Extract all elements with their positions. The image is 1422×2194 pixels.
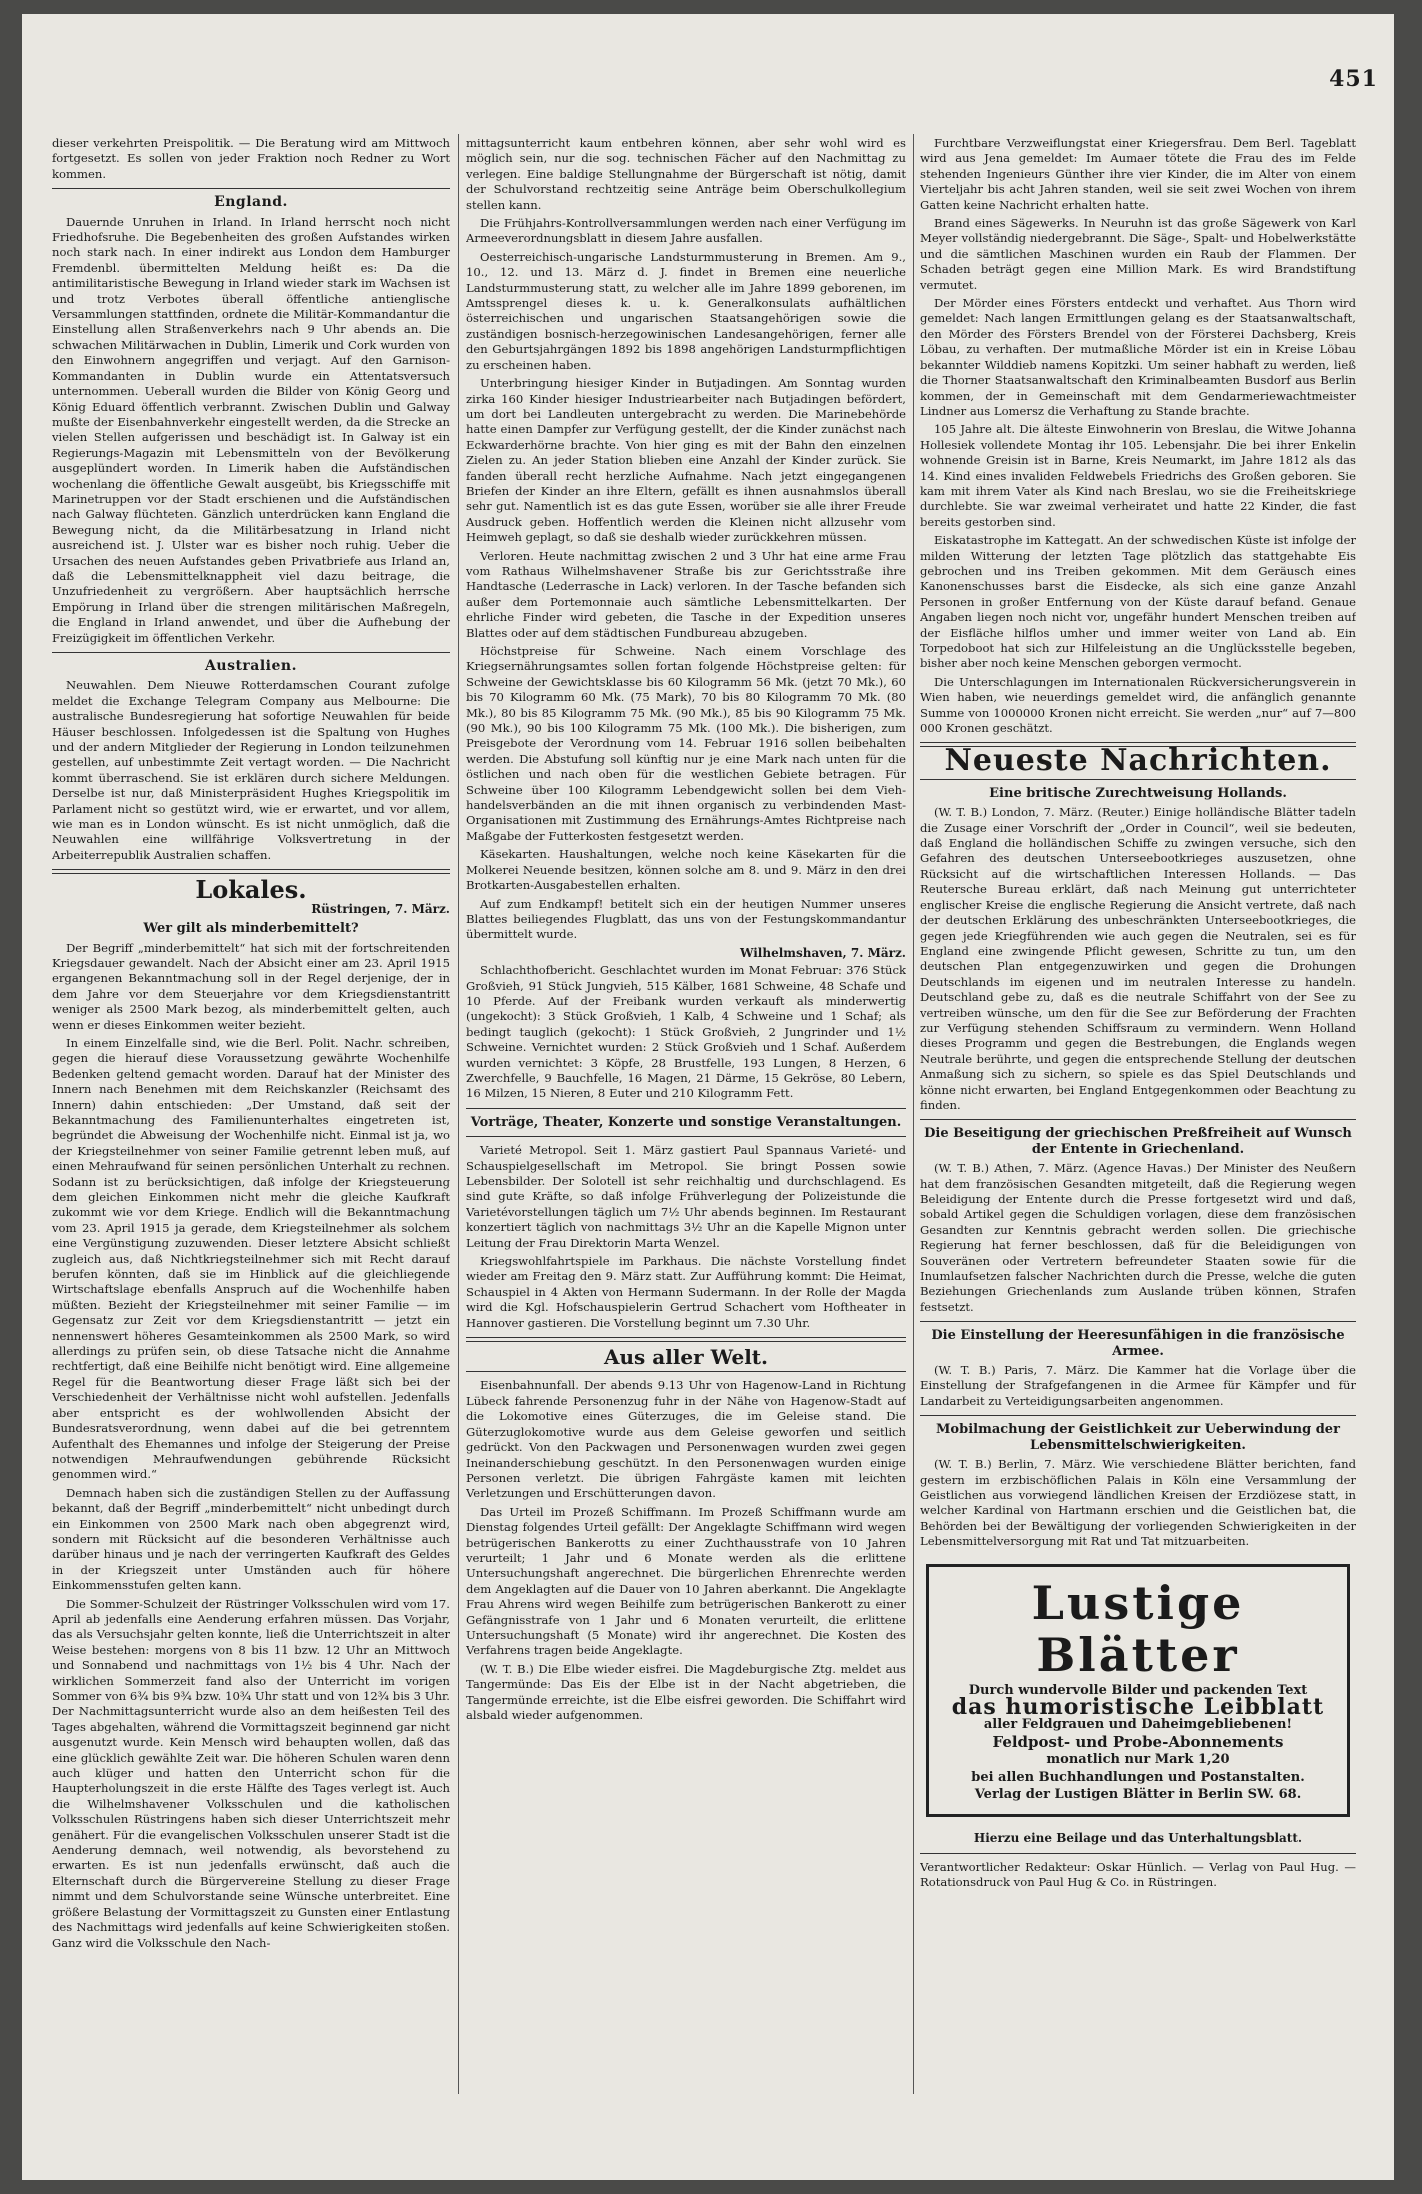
advertisement-lustige-blaetter [926, 1564, 1350, 1818]
ad-title: Lustige Blätter [1031, 1575, 1245, 1682]
article-text: Demnach haben sich die zuständigen Stellen zu der Auffassung bekannt, daß der Begriff „minderbemittelt“ nicht unbedingt durch ein Einkommen von 2500 Mark nach oben abgegrenzt wird, sondern mit Rücksicht auf die besonderen Verhältnisse auch darüber hinaus und je nach der verringerten Kaufkraft des Geldes in der Kriegszeit unter Umständen auch für höhere Einkommensstufen gelten kann. [52, 1485, 450, 1593]
article-verloren: Verloren. Heute nachmittag zwischen 2 und 3 Uhr hat eine arme Frau vom Rathaus Wilhelmshavener Straße bis zur Gerichtsstraße ihre Handtasche (Lederrasche in Lack) verloren. In der Tasche befanden sich außer dem Portemonnaie auch sämtliche Lebensmittelkarten. Der ehrliche Finder wird gebeten, die Tasche in der Expedition unseres Blattes oder auf dem städtischen Fundbureau abzugeben. [466, 548, 906, 640]
supplement-note: Hierzu eine Beilage und das Unterhaltungsblatt. [973, 1831, 1303, 1846]
article-moerder: Der Mörder eines Försters entdeckt und verhaftet. Aus Thorn wird gemeldet: Nach langen Ermittlungen gelang es der Staatsanwaltschaft, den Mörder des Försters Brendel von der Försterei Dachsberg, Kreis Löbau, zu verhaften. Der mutmaßliche Mörder ist ein in Kreise Löbau bekannter Wilddieb namens Kopitzki. Um seiner habhaft zu werden, ließ die Thorner Staatsanwaltschaft den Kriminalbeamten Busdorf aus Berlin kommen, der in Gemeinschaft mit dem Gendarmeriewachtmeister Lindner aus Lomersz die Verhaftung zu Stande brachte. [920, 296, 1356, 418]
ad-line: Durch wundervolle Bilder und packenden Text [968, 1682, 1308, 1698]
divider [920, 1119, 1356, 1120]
article-rueckversicherung: Die Unterschlagungen im Internationalen Rückversicherungsverein in Wien haben, wie neuerdings gemeldet wird, die anfänglich genannte Summe von 1000000 Kronen nicht erreicht. Sie werden „nur“ auf 7—800 000 Kronen geschätzt. [920, 674, 1356, 736]
dateline: Rüstringen, 7. März. [311, 901, 450, 916]
divider [52, 869, 450, 874]
column-3 [920, 136, 1356, 2096]
article-elbe: (W. T. B.) Die Elbe wieder eisfrei. Die Magdeburgische Ztg. meldet aus Tangermünde: Das Eis der Elbe ist in der Nacht abgetrieben, die Tangermünde erreichte, ist die Elbe eisfrei geworden. Die Schiffahrt wird alsbald wieder aufgenommen. [466, 1661, 906, 1722]
article-holland: (W. T. B.) London, 7. März. (Reuter.) Einige holländische Blätter tadeln die Zusage einer Vorschrift der „Order in Council“, weil sie bedeuten, daß England die holländischen Schiffe zu zwingen versuche, sich den Gefahren des deutschen Unterseebootkrieges auszusetzen, ohne Rücksicht auf die wirtschaftlichen Interessen Hollands. — Das Reutersche Bureau erklärt, daß nach Meinung gut unterrichteter englischer Kreise die englische Regierung die Ansicht vertrete, daß nach der deutschen Erklärung des unbeschränkten Unterseebootkrieges, die gegen jede Kriegführenden wie auch gegen die Neutralen, sei es für England eine zwingende Pflicht gewesen, Schritte zu tun, um den deutschen Plan entgegenzuwirken und gegen die Drohungen Deutschlands im eigenen und im neutralen Interesse zu handeln. Deutschland gebe zu, daß es die neutrale Schiffahrt von der See zu vertreiben wünsche, um den für die See zur Beförderung der Frachten zur Verfügung stehenden Schiffsraum zu vermindern. Wenn Holland dieses Programm und gegen die Bestrebungen, die Englands wegen Neutrale berührte, und gegen die entsprechende Stellung der deutschen Anmaßung sich zu sichern, so spiele es das Spiel Deutschlands und könne nicht erwarten, bei England Entgegenkommen oder Beachtung zu finden. [920, 805, 1356, 1112]
article-irland: Dauernde Unruhen in Irland. In Irland herrscht noch nicht Friedhofsruhe. Die Begebenheiten des großen Aufstandes wirken noch stark nach. In einer indirekt aus London dem Hamburger Fremdenbl. übermittelten Meldung heißt es: Da die antimilitaristische Bewegung in Irland wieder stark im Wachsen ist und trotz Verbotes überall öffentliche antienglische Versammlungen stattfinden, ordnete die Militär-Kommandantur die Einstellung allen Straßenverkehrs nach 9 Uhr abends an. Die schwachen Militärwachen in Dublin, Limerik und Cork wurden von den Einwohnern angegriffen und verjagt. Auf den Garnison-Kommandanten in Dublin wurde ein Attentatsversuch unternommen. Ueberall wurden die Bilder von König Georg und König Eduard öffentlich verbrannt. Zwischen Dublin und Galway mußte der Eisenbahnverkehr eingestellt werden, da die Strecke an vielen Stellen aufgerissen und beschädigt ist. In Galway ist ein Regierungs-Magazin mit Lebensmitteln von der Bevölkerung ausgeplündert worden. In Limerik haben die Aufständischen wochenlang die öffentliche Gewalt ausgeübt, bis Kriegsschiffe mit Marinetruppen vor der Stadt erschienen und die Aufständischen nach Galway flüchteten. Gänzlich unterdrücken kann England die Bewegung nicht, da die Militärbesatzung in Irland nicht ausreichend ist. J. Ulster war es bisher noch ruhig. Ueber die Ursachen des neuen Aufstandes geben Privatbriefe aus Irland an, daß die Lebensmittelknappheit viel dazu beitrage, die Unzufriedenheit zu vergrößern. Aber hauptsächlich herrsche Empörung in Irland über die strengen militärischen Maßregeln, die England in Irland anwendet, und über die Aufhebung der Freizügigkeit im öffentlichen Verkehr. [52, 214, 450, 645]
column-rule [458, 134, 459, 2094]
article-text: dieser verkehrten Preispolitik. — Die Beratung wird am Mittwoch fortgesetzt. Es sollen von jeder Fraktion noch Redner zu Wort kommen. [52, 136, 450, 181]
imprint: Verantwortlicher Redakteur: Oskar Hünlich. — Verlag von Paul Hug. — Rotationsdruck von Paul Hug & Co. in Rüstringen. [920, 1859, 1356, 1890]
ad-line: das humoristische Leibblatt [951, 1693, 1325, 1720]
section-title-lokales: Lokales. [195, 875, 307, 905]
ad-line: Verlag der Lustigen Blätter in Berlin SW. 68. [974, 1786, 1302, 1802]
section-title-vortraege: Vorträge, Theater, Konzerte und sonstige Veranstaltungen. [470, 1114, 902, 1130]
article-text: Der Begriff „minderbemittelt“ hat sich mit der fortschreitenden Kriegsdauer gewandelt. Nach der Absicht einer am 23. April 1915 ergangenen Bekanntmachung soll in der Regel derjenige, der in dem Jahre vor dem Steuerjahre vor dem Kriegsdienstantritt weniger als 2500 Mark bezog, als minderbemittelt gelten, auch wenn er dieses Einkommen weiter bezieht. [52, 940, 450, 1032]
article-griechenland: (W. T. B.) Athen, 7. März. (Agence Havas.) Der Minister des Neußern hat dem französischen Gesandten mitgeteilt, daß die Regierung wegen Beleidigung der Entente durch die Presse fortgesetzt wird und daß, sobald Artikel gegen die Schuldigen vorlagen, diese dem französischen Gesandten zur Kenntnis gebracht werden sollen. Die griechische Regierung hat ferner beschlossen, daß für die Beleidigungen von Souveränen oder Vertretern befreundeter Staaten sowie für die Inumlaufsetzen falscher Nachrichten durch die Presse, welche die guten Beziehungen Griechenlands zum Auslande trüben können, Strafen festsetzt. [920, 1161, 1356, 1314]
divider [466, 1337, 906, 1342]
article-title: Die Beseitigung der griechischen Preßfreiheit auf Wunsch der Entente in Griechenland. [924, 1126, 1352, 1157]
divider [52, 188, 450, 189]
article-sommerschulzeit: Die Sommer-Schulzeit der Rüstringer Volksschulen wird vom 17. April ab jedenfalls eine Aenderung erfahren müssen. Das Vorjahr, das als Versuchsjahr gelten konnte, ließ die Unterrichtszeit in alter Weise bestehen: morgens von 8 bis 11 bzw. 12 Uhr an Mittwoch und Sonnabend und nachmittags von 1½ bis 4 Uhr. Nach der wirklichen Sommerzeit fand also der Unterricht im vorigen Sommer von 6¾ bis 9¾ bzw. 10¾ Uhr statt und von 12¾ bis 3 Uhr. Der Nachmittagsunterricht wurde also an dem heißesten Teil des Tages abgehalten, während die Vormittagszeit beginnend gar nicht ausgenutzt wurde. Kein Mensch wird behaupten wollen, daß das eine glücklich gewählte Zeit war. Die höheren Schulen waren denn auch klüger und hatten den Unterricht schon für die Haupterholungszeit in die erste Hälfte des Tages verlegt ist. Auch die Wilhelmshavener Volksschulen und die katholischen Volksschulen Rüstringens haben sich dieser Unterrichtszeit mehr genähert. Für die evangelischen Volksschulen unserer Stadt ist die Aenderung demnach, weil notwendig, als bevorstehend zu erwarten. Es ist nun jedenfalls erwünscht, daß auch die Elternschaft durch die Bürgervereine Stellung zu dieser Frage nimmt und dem Schulvorstande seine Wünsche unterbreitet. Eine größere Belastung der Vormittagszeit zu Gunsten einer Entlastung des Nachmittags wird jedenfalls auf keine Schwierigkeiten stoßen. Ganz wird die Volksschule den Nach- [52, 1596, 450, 1950]
ad-line: monatlich nur Mark 1,20 [1046, 1752, 1230, 1768]
article-heeres: (W. T. B.) Paris, 7. März. Die Kammer hat die Vorlage über die Einstellung der Strafgefangenen in die Armee für Kämpfer und für Landarbeit zu Verteidigungsarbeiten angenommen. [920, 1363, 1356, 1408]
article-neuwahlen: Neuwahlen. Dem Nieuwe Rotterdamschen Courant zufolge meldet die Exchange Telegram Company aus Melbourne: Die australische Bundesregierung hat sofortige Neuwahlen für beide Häuser beschlossen. Infolgedessen ist die Spaltung von Hughes und der andern Mitglieder der Regierung in London teilzunehmen gestellen, auf unbestimmte Zeit vertagt worden. — Die Nachricht kommt überraschend. Sie ist erklären durch sichere Meldungen. Derselbe ist nur, daß Ministerpräsident Hughes Kriegspolitik im Parlament nicht so gestützt wird, wie er erwartet, und vor allem, wie man es in London wünscht. Es ist nicht unmöglich, daß die Neuwahlen eine willfährige Volksvertretung in der Arbeiterrepublik Australien schaffen. [52, 678, 450, 862]
article-landsturm: Oesterreichisch-ungarische Landsturmmusterung in Bremen. Am 9., 10., 12. und 13. März d. J. findet in Bremen eine neuerliche Landsturmmusterung statt, zu welcher alle im Jahre 1899 geborenen, im Amtssprengel dieses k. u. k. Generalkonsulats aufhältlichen österreichischen und ungarischen Staatsangehörigen sowie die zuständigen bosnisch-herzegowinischen Landesangehörigen, ferner alle den Geburtsjahrgängen 1892 bis 1898 angehörigen Landsturmpflichtigen zu erscheinen haben. [466, 249, 906, 372]
article-brand: Brand eines Sägewerks. In Neuruhn ist das große Sägewerk von Karl Meyer vollständig niedergebrannt. Die Säge-, Spalt- und Hobelwerkstätte und die sämtlichen Maschinen wurden ein Raub der Flammen. Der Schaden beträgt gegen eine Million Mark. Es wird Brandstiftung vermutet. [920, 216, 1356, 292]
column-rule [913, 134, 914, 2094]
article-hoechstpreise: Höchstpreise für Schweine. Nach einem Vorschlage des Kriegsernährungsamtes sollen fortan folgende Höchstpreise gelten: für Schweine der Gewichtsklasse bis 60 Kilogramm 56 Mk. (jetzt 70 Mk.), 60 bis 70 Kilogramm 60 Mk. (75 Mark), 70 bis 80 Kilogramm 70 Mk. (80 Mk.), 80 bis 85 Kilogramm 75 Mk. (90 Mk.), 85 bis 90 Kilogramm 75 Mk. (90 Mk.), 90 bis 100 Kilogramm 75 Mk. (100 Mk.). Die bisherigen, zum Preisgebote der Verordnung vom 14. Februar 1916 sollen beibehalten werden. Die Abstufung soll künftig nur je eine Mark nach unten für die östlichen und nach oben für die westlichen Gebiete betragen. Für Schweine über 100 Kilogramm Lebendgewicht sollen bei dem Viehhandelsverbänden an die mit ihnen organisch zu verbindenden Mast-Organisationen mit Zustimmung des Ernährungs-Amtes Richtpreise nach Maßgabe der Futterkosten festgesetzt werden. [466, 644, 906, 843]
article-text: mittagsunterricht kaum entbehren können, aber sehr wohl wird es möglich sein, nur die sog. technischen Fächer auf den Nachmittag zu verlegen. Eine baldige Stellungnahme der Bürgerschaft ist nötig, damit der Schulvorstand rechtzeitig seine Anträge beim Oberschulkollegium stellen kann. [466, 136, 906, 212]
divider [466, 1108, 906, 1109]
divider [920, 1415, 1356, 1416]
article-kontroll: Die Frühjahrs-Kontrollversammlungen werden nach einer Verfügung im Armeeverordnungsblatt in diesem Jahre ausfallen. [466, 216, 906, 246]
article-text: In einem Einzelfalle sind, wie die Berl. Polit. Nachr. schreiben, gegen die hierauf diese Voraussetzung gewährte Wochenhilfe Bedenken geltend gemacht worden. Darauf hat der Minister des Innern nach Benehmen mit dem Reichskanzler (Reichsamt des Innern) dahin entschieden: „Der Umstand, daß seit der Bekanntmachung des Familienunterhaltes eingetreten ist, begründet die Abweisung der Wochenhilfe nicht. Einmal ist ja, wo der Kriegsteilnehmer von seiner Familie getrennt leben muß, auf einen Mehraufwand für seinen persönlichen Unterhalt zu rechnen. Sodann ist zu berücksichtigen, daß infolge der Kriegsteuerung dem gleichen Einkommen nicht mehr die gleiche Kaufkraft zukommt wie vor dem Kriege. Endlich will die Bekanntmachung vom 23. April 1915 ja gerade, dem Kriegsteilnehmer als solchem eine Vergünstigung zuzuwenden. Dieser letztere Absicht schließt zugleich aus, daß Nichtkriegsteilnehmer sich mit Recht darauf berufen könnten, daß sie im Hinblick auf die gleichliegende Wirtschaftslage ebenfalls Anspruch auf die Wochenhilfe haben müßten. Bezieht der Kriegsteilnehmer mit seiner Familie — im Gegensatz zur Zeit vor dem Kriegsdienstantritt — jetzt ein nennenswert höheres Gesamteinkommen als 2500 Mark, so wird allerdings zu prüfen sein, ob diese Tatsache nicht die Annahme rechtfertigt, daß eine Beihilfe nicht benötigt wird. Eine allgemeine Regel für die Beantwortung dieser Frage läßt sich bei der Verschiedenheit der Verhältnisse nicht wohl aufstellen. Jedenfalls aber entspricht es der wohlwollenden Absicht der Bundesratsverordnung, wenn dabei auf die bei getrenntem Aufenthalt des Ehemannes und infolge der Steigerung der Preise notwendigen Mehraufwendungen gebührende Rücksicht genommen wird.“ [52, 1035, 450, 1482]
ad-line: aller Feldgrauen und Daheimgebliebenen! [983, 1717, 1293, 1733]
page-number: 451 [1329, 66, 1378, 92]
section-title-neueste-nachrichten: Neueste Nachrichten. [944, 743, 1332, 779]
article-urteil: Das Urteil im Prozeß Schiffmann. Im Prozeß Schiffmann wurde am Dienstag folgendes Urteil gefällt: Der Angeklagte Schiffmann wird wegen betrügerischen Bankerotts zu einer Zuchthausstrafe von 10 Jahren verurteilt; 1 Jahr und 6 Monate werden als die erlittene Untersuchungshaft angerechnet. Die bürgerlichen Ehrenrechte werden dem Angeklagten auf die Dauer von 10 Jahren aberkannt. Die Angeklagte Frau Ahrens wird wegen Beihilfe zum betrügerischen Bankerott zu einer Gefängnisstrafe von 1 Jahr und 6 Monaten verurteilt, die erlittene Untersuchungshaft (5 Monate) wird ihr angerechnet. Die Kosten des Verfahrens tragen beide Angeklagte. [466, 1504, 906, 1658]
divider [920, 779, 1356, 780]
article-variete: Varieté Metropol. Seit 1. März gastiert Paul Spannaus Varieté- und Schauspielgesellschaft im Metropol. Sie bringt Possen sowie Lebensbilder. Der Solotell ist sehr reichhaltig und durchschlagend. Es sind gute Kräfte, so daß infolge Frühverlegung der Polizeistunde die Varietévorstellungen täglich um 7½ Uhr abends beginnen. Im Restaurant konzertiert täglich von nachmittags 3½ Uhr an die Kapelle Mignon unter Leitung der Frau Direktorin Marta Wenzel. [466, 1143, 906, 1250]
article-105-jahre: 105 Jahre alt. Die älteste Einwohnerin von Breslau, die Witwe Johanna Hollesiek vollendete Montag ihr 105. Lebensjahr. Die bei ihrer Enkelin wohnende Greisin ist in Barne, Kreis Neumarkt, im Jahre 1812 als das 14. Kind eines invaliden Feldwebels Friedrichs des Großen geboren. Sie kam mit ihrem Vater als Kind nach Breslau, wo sie die Freiheitskriege durchlebte. Sie war zweimal verheiratet und hatte 22 Kinder, die fast bereits gestorben sind. [920, 422, 1356, 529]
article-title: Mobilmachung der Geistlichkeit zur Ueberwindung der Lebensmittelschwierigkeiten. [936, 1422, 1340, 1453]
divider [920, 1321, 1356, 1322]
article-kriegswohlfahrt: Kriegswohlfahrtspiele im Parkhaus. Die nächste Vorstellung findet wieder am Freitag den 9. März statt. Zur Aufführung kommt: Die Heimat, Schauspiel in 4 Akten von Hermann Sudermann. In der Rolle der Magda wird die Kgl. Hofschauspielerin Gertrud Schachert vom Hoftheater in Hannover gastieren. Die Vorstellung beginnt um 7.30 Uhr. [466, 1254, 906, 1330]
article-mobilmachung: (W. T. B.) Berlin, 7. März. Wie verschiedene Blätter berichten, fand gestern im erzbischöflichen Palais in Köln eine Versammlung der Geistlichen aus vorwiegend ländlichen Kreisen der Erzdiözese statt, in welcher Kardinal von Hartmann erschien und die Geistlichen bat, die Behörden bei der Bewältigung der vorliegenden Schwierigkeiten in der Lebensmittelversorgung mit Rat und Tat mitzuarbeiten. [920, 1457, 1356, 1549]
divider [466, 1371, 906, 1372]
article-eiskatastrophe: Eiskatastrophe im Kattegatt. An der schwedischen Küste ist infolge der milden Witterung der letzten Tage plötzlich das stattgehabte Eis gebrochen und ins Treiben gekommen. Mit dem Geräusch eines Kanonenschusses barst die Eisdecke, als sich eine ganze Anzahl Personen in großer Entfernung von der Küste darauf befand. Genaue Angaben liegen noch nicht vor, ungefähr hundert Menschen treiben auf der Eisfläche hilflos umher und immer weiter von Land ab. Ein Torpedoboot hat sich zur Hilfeleistung an die Unglücksstelle begeben, bisher aber noch keine Menschen geborgen vermocht. [920, 533, 1356, 671]
article-kaesekarten: Käsekarten. Haushaltungen, welche noch keine Käsekarten für die Molkerei Neuende besitzen, können solche am 8. und 9. März in den drei Brotkarten-Ausgabestellen erhalten. [466, 847, 906, 893]
article-endkampf: Auf zum Endkampf! betitelt sich ein der heutigen Nummer unseres Blattes beiliegendes Flugblatt, das uns von der Festungskommandantur übermittelt wurde. [466, 896, 906, 942]
divider [920, 1853, 1356, 1854]
dateline: Wilhelmshaven, 7. März. [739, 945, 906, 960]
article-eisenbahnunfall: Eisenbahnunfall. Der abends 9.13 Uhr von Hagenow-Land in Richtung Lübeck fahrende Personenzug fuhr in der Nähe von Hagenow-Stadt auf die Lokomotive eines Güterzuges, die im Geleise stand. Die Güterzuglokomotive wurde aus dem Geleise geworfen und seitlich gedrückt. Von den Packwagen und Personenwagen wurden zwei gegen Ineinanderschiebung geschützt. In den Personenwagen wurden einige Personen verletzt. Die übrigen Fahrgäste kamen mit leichten Verletzungen und Erschütterungen davon. [466, 1378, 906, 1501]
article-title: Wer gilt als minderbemittelt? [143, 921, 359, 937]
column-2 [466, 136, 906, 2096]
section-title-australien: Australien. [205, 658, 297, 674]
divider [52, 652, 450, 653]
ad-line: Feldpost- und Probe-Abonnements [992, 1732, 1284, 1751]
column-1 [52, 136, 450, 2096]
ad-line: bei allen Buchhandlungen und Postanstalten. [971, 1769, 1305, 1785]
article-title: Eine britische Zurechtweisung Hollands. [989, 785, 1287, 801]
section-title-aus-aller-welt: Aus aller Welt. [603, 1345, 768, 1370]
article-verzweiflungstat: Furchtbare Verzweiflungstat einer Kriegersfrau. Dem Berl. Tageblatt wird aus Jena gemeldet: Im Aumaer tötete die Frau des im Felde stehenden Ingenieurs Günther ihre vier Kinder, die im Alter von einem Vierteljahr bis acht Jahren standen, weil sie seit zwei Wochen von ihrem Gatten keine Nachricht erhalten hatte. [920, 136, 1356, 212]
newspaper-page [22, 14, 1394, 2180]
article-schlachthof: Schlachthofbericht. Geschlachtet wurden im Monat Februar: 376 Stück Großvieh, 91 Stück Jungvieh, 515 Kälber, 1681 Schweine, 48 Schafe und 10 Pferde. Auf der Freibank wurden verkauft als minderwertig (ungekocht): 3 Stück Großvieh, 1 Kalb, 4 Schweine und 1 Schaf; als bedingt tauglich (gekocht): 1 Stück Großvieh, 2 Jungrinder und 1½ Schweine. Vernichtet wurden: 2 Stück Großvieh und 1 Schaf. Außerdem wurden vernichtet: 3 Köpfe, 28 Brustfelle, 193 Lungen, 8 Herzen, 6 Zwerchfelle, 9 Bauchfelle, 16 Magen, 21 Därme, 15 Gekröse, 80 Lebern, 16 Milzen, 15 Nieren, 8 Euter und 210 Kilogramm Fett. [466, 963, 906, 1101]
divider [466, 1136, 906, 1137]
article-title: Die Einstellung der Heeresunfähigen in die französische Armee. [931, 1328, 1345, 1359]
article-kinder: Unterbringung hiesiger Kinder in Butjadingen. Am Sonntag wurden zirka 160 Kinder hiesiger Industriearbeiter nach Butjadingen befördert, um dort bei Landleuten untergebracht zu werden. Die Marinebehörde hatte einen Dampfer zur Verfügung gestellt, der die Kinder zunächst nach Eckwarderhörne brachte. Von hier ging es mit der Bahn den einzelnen Zielen zu. An jeder Station blieben eine Anzahl der Kinder zurück. Sie fanden überall recht herzliche Aufnahme. Nach jetzt eingegangenen Briefen der Kinder an ihre Eltern, gefällt es ihnen ausnahmslos überall sehr gut. Namentlich ist es das gute Essen, worüber sie alle ihrer Freude Ausdruck geben. Hoffentlich werden die Kleinen nicht allzusehr vom Heimweh geplagt, so daß sie deshalb wieder zurückkehren müssen. [466, 376, 906, 545]
section-title-england: England. [214, 194, 288, 211]
